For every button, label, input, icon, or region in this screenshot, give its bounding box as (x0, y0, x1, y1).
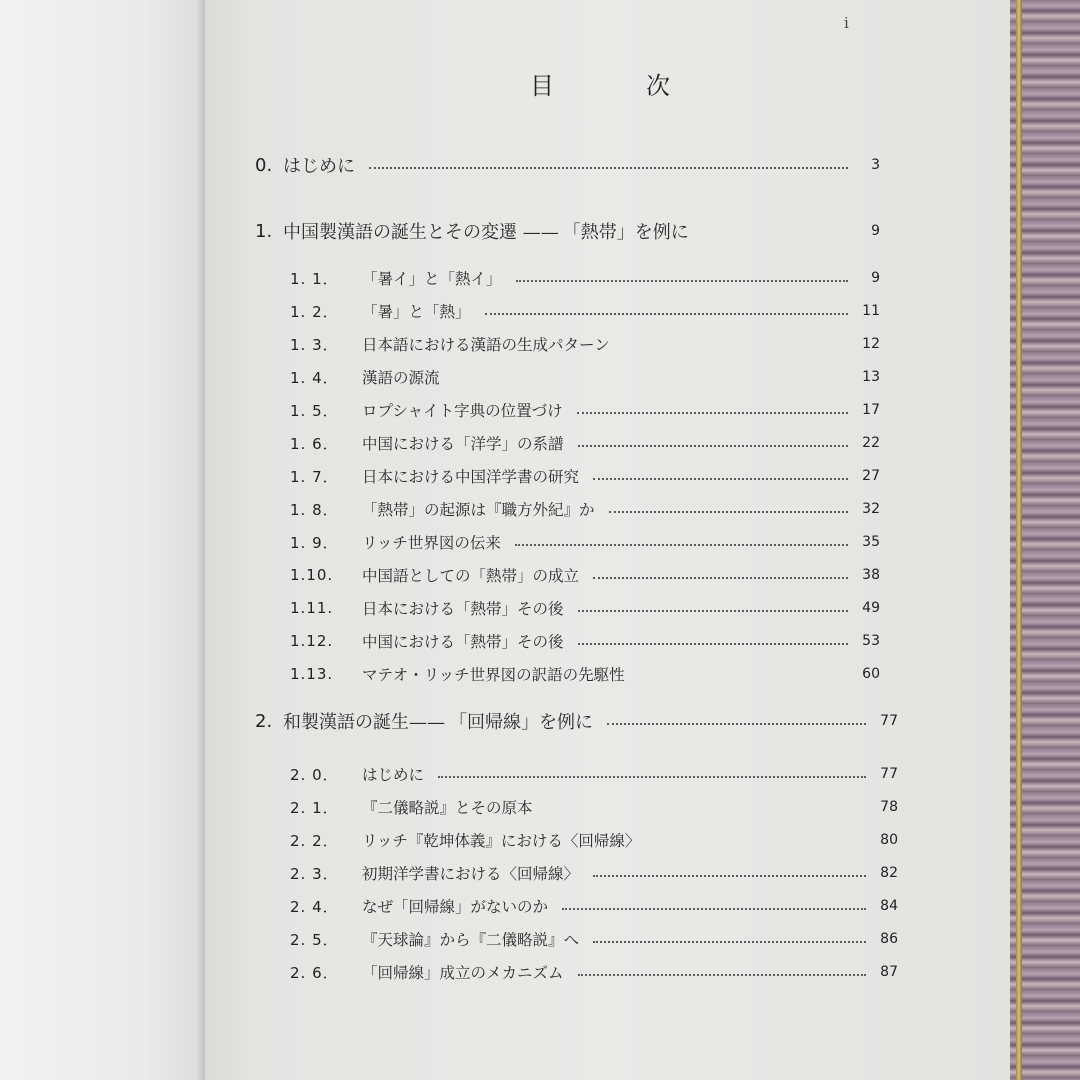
dot-leader (593, 875, 866, 877)
section-title: ロプシャイト字典の位置づけ (362, 402, 563, 420)
toc-chapter-2 (255, 706, 898, 736)
dot-leader (438, 776, 866, 778)
section-page: 80 (880, 832, 898, 848)
section-title: 日本における中国洋学書の研究 (362, 468, 580, 486)
section-page: 60 (862, 666, 880, 682)
section-title: 中国における「洋学」の系譜 (362, 435, 564, 453)
section-title: 「暑」と「熱」 (362, 303, 471, 321)
dot-leader (516, 280, 848, 282)
dot-leader (593, 478, 848, 480)
toc-section (290, 626, 880, 656)
section-page: 77 (880, 766, 898, 782)
toc-chapter-0 (255, 150, 880, 180)
toc-section (290, 759, 898, 789)
dot-leader (593, 941, 866, 943)
section-number: 1.13. (290, 665, 334, 683)
section-title: 「熱帯」の起源は『職方外紀』か (362, 501, 595, 519)
toc-section (290, 957, 898, 987)
section-page: 87 (880, 964, 898, 980)
section-title: 『二儀略説』とその原本 (362, 799, 533, 817)
section-title: 「暑イ」と「熱イ」 (362, 270, 502, 288)
section-title: マテオ・リッチ世界図の訳語の先駆性 (362, 666, 625, 684)
chapter-page: 77 (880, 713, 898, 729)
section-number: 2. 5． (290, 930, 339, 949)
section-title: なぜ「回帰線」がないのか (362, 898, 549, 916)
toc-section (290, 560, 880, 590)
section-number: 2. 4． (290, 897, 339, 916)
toc-section (290, 891, 898, 921)
section-page: 78 (880, 799, 898, 815)
section-number: 1. 6． (290, 434, 339, 453)
section-number: 1. 9． (290, 533, 339, 552)
section-number: 2. 3． (290, 864, 339, 883)
dot-leader (578, 445, 848, 447)
section-title: リッチ『乾坤体義』における〈回帰線〉 (362, 832, 641, 850)
chapter-title: 中国製漢語の誕生とその変遷 —— (283, 222, 559, 243)
page-title: 目 次 (530, 72, 704, 100)
toc-section (290, 263, 880, 293)
section-number: 1.12. (290, 632, 334, 650)
section-number: 1. 2． (290, 302, 339, 321)
toc-section (290, 792, 898, 822)
dot-leader (578, 643, 848, 645)
section-title: 初期洋学書における〈回帰線〉 (362, 865, 580, 883)
dot-leader (593, 577, 848, 579)
section-title: 漢語の源流 (362, 369, 440, 387)
chapter-subtitle: 「回帰線」を例に (449, 712, 593, 733)
section-number: 1. 8． (290, 500, 339, 519)
section-page: 82 (880, 865, 898, 881)
section-page: 13 (862, 369, 880, 385)
section-title: 中国における「熱帯」その後 (362, 633, 564, 651)
section-number: 1. 1． (290, 269, 339, 288)
toc-section (290, 428, 880, 458)
section-title: リッチ世界図の伝来 (362, 534, 501, 552)
chapter-number: 0. (255, 154, 273, 176)
dot-leader (369, 167, 848, 169)
section-title: 日本語における漢語の生成パターン (362, 336, 610, 354)
section-page: 86 (880, 931, 898, 947)
section-page: 53 (862, 633, 880, 649)
section-title: 『天球論』から『二儀略説』へ (362, 931, 580, 949)
section-title: 日本における「熱帯」その後 (362, 600, 564, 618)
chapter-number: 1. (255, 220, 273, 242)
dot-leader (562, 908, 866, 910)
dot-leader (607, 723, 866, 725)
toc-section (290, 329, 880, 359)
section-page: 38 (862, 567, 880, 583)
chapter-subtitle: 「熱帯」を例に (562, 222, 689, 243)
section-number: 2. 1． (290, 798, 339, 817)
section-number: 1.11. (290, 599, 334, 617)
chapter-title: はじめに (283, 156, 355, 177)
toc-section (290, 296, 880, 326)
toc-chapter-1 (255, 216, 880, 246)
toc-section (290, 527, 880, 557)
toc-section (290, 825, 898, 855)
section-number: 2. 0． (290, 765, 339, 784)
toc-section (290, 659, 880, 689)
section-page: 32 (862, 501, 880, 517)
toc-section (290, 362, 880, 392)
section-page: 12 (862, 336, 880, 352)
section-title: はじめに (362, 766, 425, 784)
section-number: 1. 3． (290, 335, 339, 354)
section-page: 49 (862, 600, 880, 616)
section-page: 17 (862, 402, 880, 418)
page-number: i (844, 14, 849, 32)
section-title: 中国語としての「熱帯」の成立 (362, 567, 580, 585)
section-page: 84 (880, 898, 898, 914)
section-number: 1. 4． (290, 368, 339, 387)
section-page: 9 (871, 270, 880, 286)
dot-leader (578, 610, 848, 612)
chapter-page: 3 (871, 157, 880, 173)
section-number: 1.10. (290, 566, 334, 584)
section-page: 22 (862, 435, 880, 451)
section-number: 2. 6． (290, 963, 339, 982)
dot-leader (577, 412, 848, 414)
dot-leader (485, 313, 848, 315)
chapter-title: 和製漢語の誕生—— (283, 712, 445, 733)
toc-section (290, 461, 880, 491)
chapter-page: 9 (871, 223, 880, 239)
toc-section (290, 395, 880, 425)
toc-section (290, 858, 898, 888)
toc-section (290, 924, 898, 954)
dot-leader (515, 544, 848, 546)
toc-section (290, 593, 880, 623)
section-number: 1. 7． (290, 467, 339, 486)
section-number: 2. 2． (290, 831, 339, 850)
dot-leader (578, 974, 866, 976)
section-number: 1. 5． (290, 401, 339, 420)
section-page: 27 (862, 468, 880, 484)
dot-leader (609, 511, 848, 513)
section-page: 35 (862, 534, 880, 550)
toc-section (290, 494, 880, 524)
section-page: 11 (862, 303, 880, 319)
chapter-number: 2. (255, 710, 273, 732)
section-title: 「回帰線」成立のメカニズム (362, 964, 564, 982)
